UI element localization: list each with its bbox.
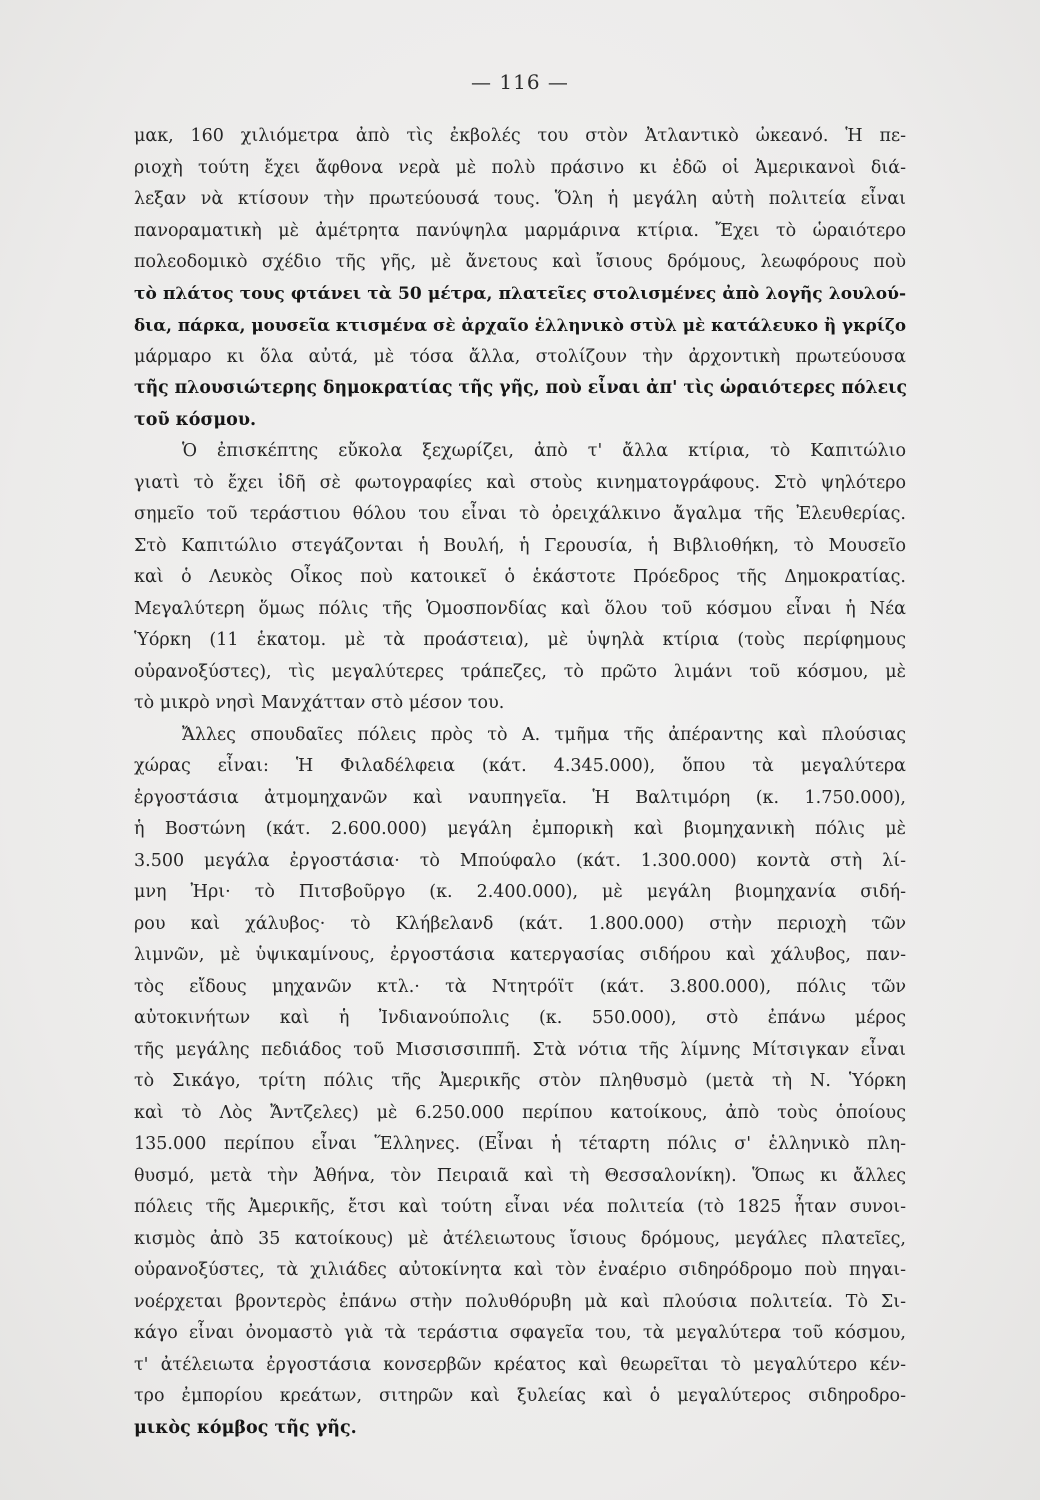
- paragraph: [134, 720, 906, 1445]
- text-line: ἡ Βοστώνη (κάτ. 2.600.000) μεγάλη ἐμπορικὴ καὶ βιομηχανικὴ πόλις μὲ: [134, 819, 906, 839]
- text-line: τοῦ κόσμου.: [134, 409, 257, 430]
- text-line: τὸ πλάτος τους φτάνει τὰ 50 μέτρα, πλατεῖες στολισμένες ἀπὸ λογῆς λουλού-: [134, 283, 906, 304]
- text-line: λεξαν νὰ κτίσουν τὴν πρωτεύουσά τους. Ὅλη ἡ μεγάλη αὐτὴ πολιτεία εἶναι: [134, 189, 906, 209]
- paragraph: [134, 436, 906, 720]
- text-line: κισμὸς ἀπὸ 35 κατοίκους) μὲ ἀτέλειωτους ἴσιους δρόμους, μεγάλες πλατεῖες,: [134, 1228, 906, 1249]
- text-line: τῆς πλουσιώτερης δημοκρατίας τῆς γῆς, ποὺ εἶναι ἀπ' τὶς ὡραιότερες πόλεις: [134, 378, 907, 398]
- text-line: 135.000 περίπου εἶναι Ἕλληνες. (Εἶναι ἡ τέταρτη πόλις σ' ἑλληνικὸ πλη-: [134, 1134, 906, 1154]
- text-line: τρο ἐμπορίου κρεάτων, σιτηρῶν καὶ ξυλείας καὶ ὁ μεγαλύτερος σιδηροδρο-: [134, 1386, 906, 1406]
- body-text: [134, 121, 906, 1444]
- text-line: τὸς εἴδους μηχανῶν κτλ.· τὰ Ντητρόϊτ (κάτ. 3.800.000), πόλις τῶν: [134, 976, 906, 997]
- text-line: θυσμό, μετὰ τὴν Ἀθήνα, τὸν Πειραιᾶ καὶ τὴ Θεσσαλονίκη). Ὅπως κι ἄλλες: [134, 1165, 906, 1186]
- text-line: χώρας εἶναι: Ἡ Φιλαδέλφεια (κάτ. 4.345.000), ὅπου τὰ μεγαλύτερα: [134, 756, 906, 776]
- text-line: πολεοδομικὸ σχέδιο τῆς γῆς, μὲ ἄνετους καὶ ἴσιους δρόμους, λεωφόρους ποὺ: [134, 252, 906, 272]
- text-line: πανοραματικὴ μὲ ἀμέτρητα πανύψηλα μαρμάρινα κτίρια. Ἔχει τὸ ὡραιότερο: [134, 220, 906, 241]
- text-line: τ' ἀτέλειωτα ἐργοστάσια κονσερβῶν κρέατος καὶ θεωρεῖται τὸ μεγαλύτερο κέν-: [134, 1354, 906, 1375]
- text-line: ριοχὴ τούτη ἔχει ἄφθονα νερὰ μὲ πολὺ πράσινο κι ἐδῶ οἱ Ἀμερικανοὶ διά-: [134, 157, 906, 178]
- text-line: αὐτοκινήτων καὶ ἡ Ἰνδιανούπολις (κ. 550.000), στὸ ἐπάνω μέρος: [134, 1008, 906, 1028]
- text-line: τὸ μικρὸ νησὶ Μανχάτταν στὸ μέσον του.: [134, 693, 505, 713]
- text-line: Ὁ ἐπισκέπτης εὔκολα ξεχωρίζει, ἀπὸ τ' ἄλλα κτίρια, τὸ Καπιτώλιο: [182, 441, 906, 461]
- text-line: μικὸς κόμβος τῆς γῆς.: [134, 1417, 357, 1438]
- text-line: οὐρανοξύστες), τὶς μεγαλύτερες τράπεζες, τὸ πρῶτο λιμάνι τοῦ κόσμου, μὲ: [134, 661, 906, 682]
- text-line: Στὸ Καπιτώλιο στεγάζονται ἡ Βουλή, ἡ Γερουσία, ἡ Βιβλιοθήκη, τὸ Μουσεῖο: [134, 535, 906, 556]
- text-line: μνη Ἠρι· τὸ Πιτσβοῦργο (κ. 2.400.000), μὲ μεγάλη βιομηχανία σιδή-: [134, 882, 906, 902]
- text-line: καὶ ὁ Λευκὸς Οἶκος ποὺ κατοικεῖ ὁ ἑκάστοτε Πρόεδρος τῆς Δημοκρατίας.: [134, 567, 906, 587]
- text-line: τῆς μεγάλης πεδιάδος τοῦ Μισσισσιππῆ. Στὰ νότια τῆς λίμνης Μίτσιγκαν εἶναι: [134, 1039, 906, 1060]
- text-line: ρου καὶ χάλυβος· τὸ Κλήβελανδ (κάτ. 1.800.000) στὴν περιοχὴ τῶν: [134, 913, 906, 934]
- text-line: νοέρχεται βροντερὸς ἐπάνω στὴν πολυθόρυβη μὰ καὶ πλούσια πολιτεία. Τὸ Σι-: [134, 1291, 906, 1312]
- text-line: καὶ τὸ Λὸς Ἄντζελες) μὲ 6.250.000 περίπου κατοίκους, ἀπὸ τοὺς ὁποίους: [134, 1102, 906, 1123]
- text-line: κάγο εἶναι ὀνομαστὸ γιὰ τὰ τεράστια σφαγεῖα του, τὰ μεγαλύτερα τοῦ κόσμου,: [134, 1323, 906, 1343]
- text-line: σημεῖο τοῦ τεράστιου θόλου του εἶναι τὸ ὀρειχάλκινο ἄγαλμα τῆς Ἐλευθερίας.: [134, 504, 906, 524]
- paragraph: [134, 121, 906, 436]
- text-line: 3.500 μεγάλα ἐργοστάσια· τὸ Μπούφαλο (κάτ. 1.300.000) κοντὰ στὴ λί-: [134, 850, 906, 871]
- text-line: γιατὶ τὸ ἔχει ἰδῆ σὲ φωτογραφίες καὶ στοὺς κινηματογράφους. Στὸ ψηλότερο: [134, 472, 906, 493]
- text-line: πόλεις τῆς Ἀμερικῆς, ἔτσι καὶ τούτη εἶναι νέα πολιτεία (τὸ 1825 ἦταν συνοι-: [134, 1197, 906, 1217]
- text-line: μάρμαρο κι ὅλα αὐτά, μὲ τόσα ἄλλα, στολίζουν τὴν ἀρχοντικὴ πρωτεύουσα: [134, 346, 906, 367]
- text-line: λιμνῶν, μὲ ὑψικαμίνους, ἐργοστάσια κατεργασίας σιδήρου καὶ χάλυβος, παν-: [134, 945, 906, 965]
- text-line: οὐρανοξύστες, τὰ χιλιάδες αὐτοκίνητα καὶ τὸν ἐναέριο σιδηρόδρομο ποὺ πηγαι-: [134, 1260, 906, 1280]
- text-line: μακ, 160 χιλιόμετρα ἀπὸ τὶς ἐκβολές του στὸν Ἀτλαντικὸ ὠκεανό. Ἡ πε-: [134, 126, 906, 146]
- text-line: τὸ Σικάγο, τρίτη πόλις τῆς Ἀμερικῆς στὸν πληθυσμὸ (μετὰ τὴ Ν. Ὑόρκη: [134, 1071, 906, 1091]
- text-line: Μεγαλύτερη ὅμως πόλις τῆς Ὁμοσπονδίας καὶ ὅλου τοῦ κόσμου εἶναι ἡ Νέα: [134, 598, 906, 619]
- text-line: Ἄλλες σπουδαῖες πόλεις πρὸς τὸ Α. τμῆμα τῆς ἀπέραντης καὶ πλούσιας: [182, 724, 906, 745]
- text-line: ἐργοστάσια ἀτμομηχανῶν καὶ ναυπηγεῖα. Ἡ Βαλτιμόρη (κ. 1.750.000),: [134, 787, 906, 808]
- text-line: δια, πάρκα, μουσεῖα κτισμένα σὲ ἀρχαῖο ἑλληνικὸ στὺλ μὲ κατάλευκο ἢ γκρίζο: [134, 315, 906, 335]
- text-line: Ὑόρκη (11 ἑκατομ. μὲ τὰ προάστεια), μὲ ὑψηλὰ κτίρια (τοὺς περίφημους: [134, 630, 906, 650]
- page-number: — 116 —: [471, 70, 569, 94]
